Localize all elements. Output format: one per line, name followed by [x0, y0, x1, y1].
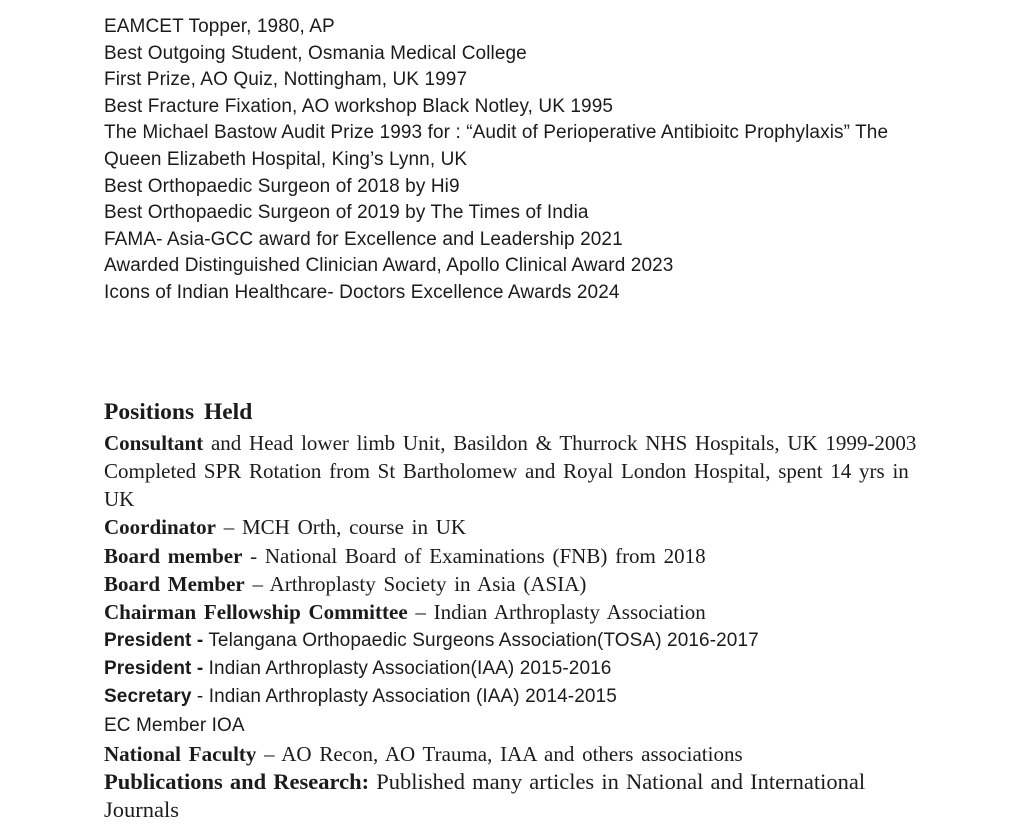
position-line [104, 712, 972, 740]
publications-detail: Published many articles in National and International [369, 769, 866, 795]
position-title: President - [104, 629, 204, 651]
position-line [104, 683, 972, 711]
position-detail: - National Board of Examinations (FNB) from 2018 [242, 543, 706, 568]
award-line: Best Orthopaedic Surgeon of 2018 by Hi9 [104, 175, 460, 197]
position-line [104, 513, 972, 541]
position-title: Coordinator [104, 515, 216, 540]
position-detail: Indian Arthroplasty Association(IAA) 2015-2016 [203, 657, 612, 679]
position-title: Chairman Fellowship Committee [104, 600, 408, 625]
position-detail: and Head lower limb Unit, Basildon & Thurrock NHS Hospitals, UK 1999-2003 [203, 430, 917, 455]
positions-heading: Positions Held [104, 398, 253, 425]
publications-title: Publications and Research: [104, 769, 370, 795]
position-title: Consultant [104, 430, 204, 455]
award-line: FAMA- Asia-GCC award for Excellence and Leadership 2021 [104, 228, 623, 250]
award-line: Icons of Indian Healthcare- Doctors Excellence Awards 2024 [104, 281, 620, 303]
award-line: EAMCET Topper, 1980, AP [104, 16, 335, 37]
award-line: Awarded Distinguished Clinician Award, Apollo Clinical Award 2023 [104, 255, 674, 277]
publications-line [104, 796, 972, 824]
position-detail: Completed SPR Rotation from St Bartholomew and Royal London Hospital, spent 14 yrs in [104, 458, 909, 483]
position-detail: – Arthroplasty Society in Asia (ASIA) [244, 572, 587, 597]
awards-section [104, 14, 972, 307]
position-title: National Faculty [104, 741, 257, 766]
position-title: Board Member [104, 572, 245, 597]
publications-detail: Journals [104, 797, 179, 823]
position-detail: – Indian Arthroplasty Association [407, 600, 706, 625]
award-line: Queen Elizabeth Hospital, King’s Lynn, UK [104, 148, 468, 170]
position-line [104, 457, 972, 485]
positions-section [104, 397, 972, 825]
position-title: Secretary [104, 686, 192, 708]
position-line [104, 570, 972, 598]
position-detail: EC Member IOA [104, 714, 245, 736]
position-title: President - [104, 657, 204, 679]
award-line: First Prize, AO Quiz, Nottingham, UK 1997 [104, 69, 468, 91]
position-line [104, 598, 972, 626]
position-line [104, 655, 972, 683]
position-detail: – AO Recon, AO Trauma, IAA and others associations [256, 741, 743, 766]
position-detail: - Indian Arthroplasty Association (IAA) 2014-2015 [191, 686, 617, 708]
publications-line [104, 768, 972, 796]
award-line: Best Outgoing Student, Osmania Medical College [104, 42, 527, 64]
award-line: Best Fracture Fixation, AO workshop Black Notley, UK 1995 [104, 95, 614, 117]
position-detail: UK [104, 487, 135, 512]
position-detail: – MCH Orth, course in UK [216, 515, 467, 540]
position-line [104, 627, 972, 655]
position-line [104, 429, 972, 457]
award-line: Best Orthopaedic Surgeon of 2019 by The Times of India [104, 202, 589, 224]
position-line [104, 542, 972, 570]
position-title: Board member [104, 543, 243, 568]
position-line [104, 485, 972, 513]
position-line [104, 740, 972, 768]
award-line: The Michael Bastow Audit Prize 1993 for : “Audit of Perioperative Antibioitc Prophylaxis” The [104, 122, 889, 144]
position-detail: Telangana Orthopaedic Surgeons Association(TOSA) 2016-2017 [203, 629, 759, 651]
